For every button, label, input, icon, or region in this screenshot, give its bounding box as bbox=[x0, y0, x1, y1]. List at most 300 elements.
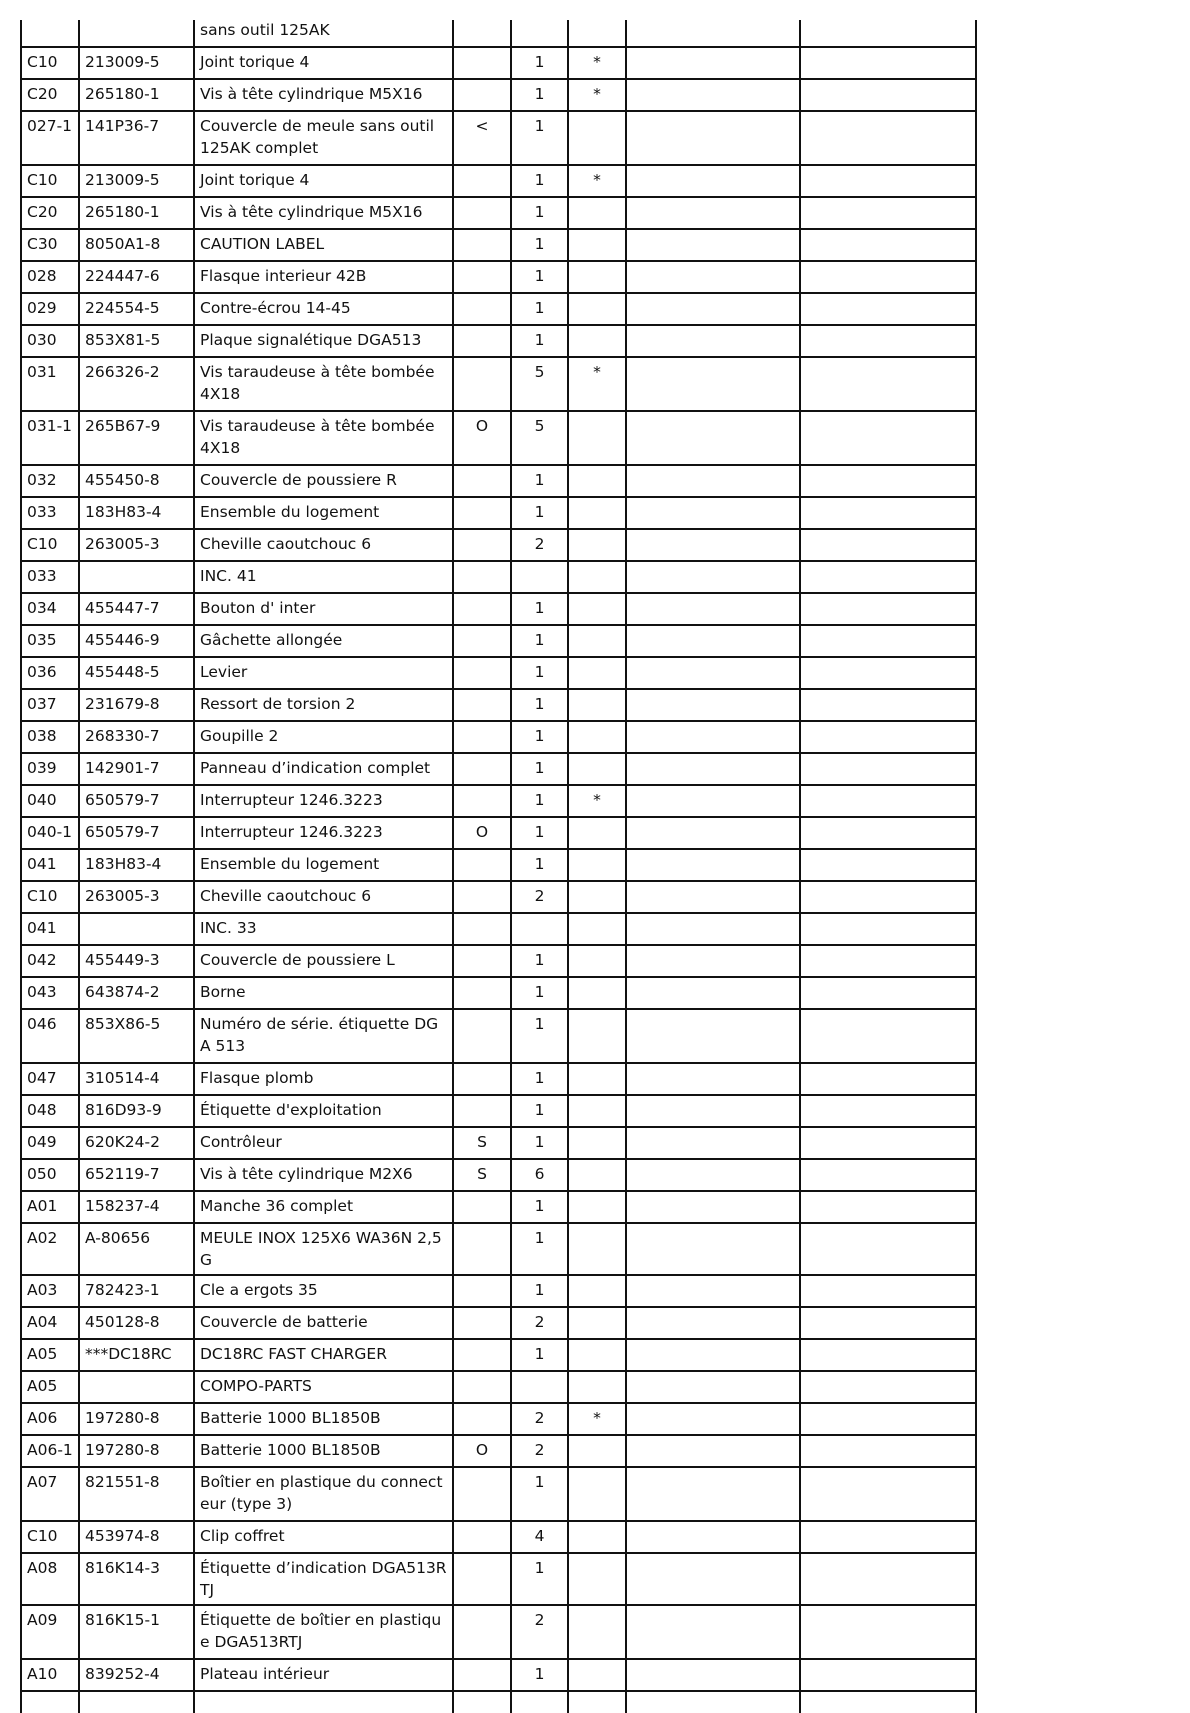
cell-quantity: 2 bbox=[511, 529, 568, 561]
cell-quantity: 1 bbox=[511, 261, 568, 293]
cell-note bbox=[453, 625, 511, 657]
cell-part-no: 455447-7 bbox=[79, 593, 194, 625]
cell-extra-1 bbox=[626, 229, 800, 261]
cell-marker bbox=[568, 1307, 626, 1339]
cell-marker: * bbox=[568, 165, 626, 197]
cell-marker bbox=[568, 1063, 626, 1095]
table-row bbox=[21, 1009, 976, 1063]
cell-item-no: 047 bbox=[21, 1063, 79, 1095]
cell-description: Joint torique 4 bbox=[194, 165, 453, 197]
cell-description: Ensemble du logement bbox=[194, 497, 453, 529]
table-row bbox=[21, 529, 976, 561]
cell-extra-1 bbox=[626, 1063, 800, 1095]
table-row bbox=[21, 1435, 976, 1467]
parts-table-body bbox=[21, 20, 976, 1713]
cell-extra-1 bbox=[626, 785, 800, 817]
cell-note bbox=[453, 1095, 511, 1127]
cell-part-no: 213009-5 bbox=[79, 165, 194, 197]
cell-extra-2 bbox=[800, 111, 976, 165]
cell-note bbox=[453, 945, 511, 977]
cell-marker bbox=[568, 657, 626, 689]
cell-description: Manche 36 complet bbox=[194, 1191, 453, 1223]
cell-quantity: 1 bbox=[511, 1467, 568, 1521]
cell-extra-2 bbox=[800, 1127, 976, 1159]
cell-empty bbox=[511, 1691, 568, 1713]
cell-note bbox=[453, 1223, 511, 1275]
cell-note bbox=[453, 79, 511, 111]
cell-extra-1 bbox=[626, 1009, 800, 1063]
cell-part-no: 183H83-4 bbox=[79, 849, 194, 881]
cell-item-no: 028 bbox=[21, 261, 79, 293]
cell-marker bbox=[568, 817, 626, 849]
cell-extra-2 bbox=[800, 1605, 976, 1659]
cell-item-no: A06 bbox=[21, 1403, 79, 1435]
cell-note bbox=[453, 1403, 511, 1435]
cell-quantity bbox=[511, 913, 568, 945]
cell-note bbox=[453, 1605, 511, 1659]
cell-description: Ressort de torsion 2 bbox=[194, 689, 453, 721]
cell-marker bbox=[568, 561, 626, 593]
cell-extra-2 bbox=[800, 20, 976, 47]
cell-note bbox=[453, 1063, 511, 1095]
cell-note bbox=[453, 357, 511, 411]
cell-description: Couvercle de meule sans outil 125AK complet bbox=[194, 111, 453, 165]
cell-empty bbox=[21, 1691, 79, 1713]
cell-marker bbox=[568, 1339, 626, 1371]
cell-quantity: 1 bbox=[511, 945, 568, 977]
table-row bbox=[21, 1095, 976, 1127]
table-row bbox=[21, 561, 976, 593]
cell-marker bbox=[568, 849, 626, 881]
cell-marker bbox=[568, 261, 626, 293]
cell-part-no: 141P36-7 bbox=[79, 111, 194, 165]
parts-list-sheet bbox=[20, 20, 977, 1713]
cell-description: Étiquette de boîtier en plastique DGA513RTJ bbox=[194, 1605, 453, 1659]
cell-extra-2 bbox=[800, 1371, 976, 1403]
cell-marker bbox=[568, 1009, 626, 1063]
cell-description: Batterie 1000 BL1850B bbox=[194, 1403, 453, 1435]
cell-quantity: 1 bbox=[511, 497, 568, 529]
cell-marker bbox=[568, 465, 626, 497]
cell-quantity: 5 bbox=[511, 357, 568, 411]
cell-marker bbox=[568, 1127, 626, 1159]
cell-extra-1 bbox=[626, 721, 800, 753]
cell-quantity bbox=[511, 20, 568, 47]
cell-marker bbox=[568, 1605, 626, 1659]
table-row bbox=[21, 1275, 976, 1307]
cell-part-no: 643874-2 bbox=[79, 977, 194, 1009]
cell-extra-2 bbox=[800, 657, 976, 689]
table-row bbox=[21, 1605, 976, 1659]
cell-marker bbox=[568, 913, 626, 945]
cell-empty bbox=[800, 1691, 976, 1713]
table-row bbox=[21, 165, 976, 197]
cell-extra-2 bbox=[800, 229, 976, 261]
cell-part-no: 821551-8 bbox=[79, 1467, 194, 1521]
cell-description: Vis à tête cylindrique M5X16 bbox=[194, 79, 453, 111]
cell-description: Bouton d' inter bbox=[194, 593, 453, 625]
table-row bbox=[21, 325, 976, 357]
table-row bbox=[21, 1223, 976, 1275]
cell-marker bbox=[568, 593, 626, 625]
cell-note bbox=[453, 229, 511, 261]
cell-item-no: A10 bbox=[21, 1659, 79, 1691]
cell-note bbox=[453, 1467, 511, 1521]
table-row bbox=[21, 657, 976, 689]
cell-quantity bbox=[511, 561, 568, 593]
cell-note bbox=[453, 261, 511, 293]
cell-marker bbox=[568, 197, 626, 229]
cell-item-no: 038 bbox=[21, 721, 79, 753]
cell-item-no: 041 bbox=[21, 849, 79, 881]
cell-item-no: 040 bbox=[21, 785, 79, 817]
cell-quantity: 1 bbox=[511, 785, 568, 817]
cell-part-no: 8050A1-8 bbox=[79, 229, 194, 261]
cell-extra-1 bbox=[626, 945, 800, 977]
cell-part-no: 158237-4 bbox=[79, 1191, 194, 1223]
cell-item-no: 031-1 bbox=[21, 411, 79, 465]
cell-part-no: 620K24-2 bbox=[79, 1127, 194, 1159]
cell-description: Couvercle de poussiere L bbox=[194, 945, 453, 977]
cell-extra-1 bbox=[626, 1127, 800, 1159]
cell-extra-1 bbox=[626, 497, 800, 529]
cell-extra-1 bbox=[626, 357, 800, 411]
cell-note bbox=[453, 465, 511, 497]
cell-quantity: 1 bbox=[511, 625, 568, 657]
cell-part-no bbox=[79, 1371, 194, 1403]
cell-quantity: 1 bbox=[511, 657, 568, 689]
cell-extra-1 bbox=[626, 977, 800, 1009]
cell-description: Cle a ergots 35 bbox=[194, 1275, 453, 1307]
cell-description: Interrupteur 1246.3223 bbox=[194, 817, 453, 849]
cell-extra-2 bbox=[800, 977, 976, 1009]
table-row bbox=[21, 1339, 976, 1371]
cell-extra-2 bbox=[800, 1659, 976, 1691]
cell-marker bbox=[568, 20, 626, 47]
cell-item-no: 027-1 bbox=[21, 111, 79, 165]
cell-part-no: 455446-9 bbox=[79, 625, 194, 657]
cell-item-no: 043 bbox=[21, 977, 79, 1009]
cell-note bbox=[453, 293, 511, 325]
cell-extra-1 bbox=[626, 1435, 800, 1467]
cell-description: COMPO-PARTS bbox=[194, 1371, 453, 1403]
cell-item-no: A05 bbox=[21, 1371, 79, 1403]
table-row bbox=[21, 1659, 976, 1691]
cell-description: Vis taraudeuse à tête bombée 4X18 bbox=[194, 411, 453, 465]
cell-quantity: 1 bbox=[511, 593, 568, 625]
cell-item-no: 030 bbox=[21, 325, 79, 357]
cell-description: MEULE INOX 125X6 WA36N 2,5G bbox=[194, 1223, 453, 1275]
table-row bbox=[21, 1521, 976, 1553]
cell-extra-2 bbox=[800, 1435, 976, 1467]
cell-note bbox=[453, 721, 511, 753]
cell-empty bbox=[568, 1691, 626, 1713]
cell-item-no: C10 bbox=[21, 1521, 79, 1553]
cell-marker: * bbox=[568, 785, 626, 817]
cell-part-no: 455449-3 bbox=[79, 945, 194, 977]
cell-quantity: 4 bbox=[511, 1521, 568, 1553]
cell-description: Numéro de série. étiquette DGA 513 bbox=[194, 1009, 453, 1063]
cell-note: S bbox=[453, 1159, 511, 1191]
cell-part-no: 263005-3 bbox=[79, 881, 194, 913]
cell-note bbox=[453, 1553, 511, 1605]
cell-quantity: 2 bbox=[511, 881, 568, 913]
cell-item-no: 033 bbox=[21, 561, 79, 593]
table-row bbox=[21, 977, 976, 1009]
cell-item-no: 034 bbox=[21, 593, 79, 625]
cell-description: DC18RC FAST CHARGER bbox=[194, 1339, 453, 1371]
cell-description: Plaque signalétique DGA513 bbox=[194, 325, 453, 357]
cell-extra-2 bbox=[800, 357, 976, 411]
cell-extra-1 bbox=[626, 411, 800, 465]
cell-extra-2 bbox=[800, 165, 976, 197]
cell-marker bbox=[568, 721, 626, 753]
cell-note bbox=[453, 1659, 511, 1691]
cell-description: Cheville caoutchouc 6 bbox=[194, 881, 453, 913]
cell-part-no: 231679-8 bbox=[79, 689, 194, 721]
table-row bbox=[21, 229, 976, 261]
cell-extra-1 bbox=[626, 293, 800, 325]
cell-description: CAUTION LABEL bbox=[194, 229, 453, 261]
cell-empty bbox=[626, 1691, 800, 1713]
cell-extra-2 bbox=[800, 325, 976, 357]
cell-description: Borne bbox=[194, 977, 453, 1009]
cell-part-no: 650579-7 bbox=[79, 817, 194, 849]
cell-extra-2 bbox=[800, 411, 976, 465]
cell-part-no: 266326-2 bbox=[79, 357, 194, 411]
cell-item-no: C20 bbox=[21, 197, 79, 229]
cell-note bbox=[453, 1009, 511, 1063]
cell-description: Interrupteur 1246.3223 bbox=[194, 785, 453, 817]
cell-description: Vis taraudeuse à tête bombée 4X18 bbox=[194, 357, 453, 411]
cell-extra-2 bbox=[800, 1095, 976, 1127]
cell-item-no: 035 bbox=[21, 625, 79, 657]
table-row bbox=[21, 411, 976, 465]
cell-quantity: 1 bbox=[511, 721, 568, 753]
cell-note bbox=[453, 785, 511, 817]
cell-description: Contrôleur bbox=[194, 1127, 453, 1159]
cell-note bbox=[453, 849, 511, 881]
cell-quantity: 1 bbox=[511, 325, 568, 357]
table-row bbox=[21, 1403, 976, 1435]
cell-part-no: 455450-8 bbox=[79, 465, 194, 497]
cell-part-no: 213009-5 bbox=[79, 47, 194, 79]
cell-extra-1 bbox=[626, 625, 800, 657]
cell-part-no: 265180-1 bbox=[79, 197, 194, 229]
table-row bbox=[21, 1371, 976, 1403]
cell-quantity: 6 bbox=[511, 1159, 568, 1191]
cell-extra-1 bbox=[626, 849, 800, 881]
cell-quantity: 2 bbox=[511, 1403, 568, 1435]
cell-marker bbox=[568, 325, 626, 357]
cell-description: Clip coffret bbox=[194, 1521, 453, 1553]
cell-quantity: 2 bbox=[511, 1307, 568, 1339]
table-row bbox=[21, 465, 976, 497]
cell-marker bbox=[568, 411, 626, 465]
cell-item-no: 049 bbox=[21, 1127, 79, 1159]
cell-quantity: 1 bbox=[511, 753, 568, 785]
cell-item-no: C10 bbox=[21, 47, 79, 79]
cell-item-no: 048 bbox=[21, 1095, 79, 1127]
cell-item-no: C20 bbox=[21, 79, 79, 111]
cell-item-no: 042 bbox=[21, 945, 79, 977]
cell-marker bbox=[568, 1467, 626, 1521]
cell-extra-1 bbox=[626, 1159, 800, 1191]
cell-extra-1 bbox=[626, 1553, 800, 1605]
cell-description: Couvercle de poussiere R bbox=[194, 465, 453, 497]
cell-marker: * bbox=[568, 47, 626, 79]
cell-item-no: 033 bbox=[21, 497, 79, 529]
cell-extra-1 bbox=[626, 1275, 800, 1307]
cell-marker bbox=[568, 1371, 626, 1403]
cell-item-no: 041 bbox=[21, 913, 79, 945]
cell-note bbox=[453, 1339, 511, 1371]
cell-note bbox=[453, 913, 511, 945]
cell-extra-2 bbox=[800, 1223, 976, 1275]
cell-quantity: 1 bbox=[511, 689, 568, 721]
cell-empty bbox=[453, 1691, 511, 1713]
table-row bbox=[21, 593, 976, 625]
cell-extra-1 bbox=[626, 1605, 800, 1659]
cell-part-no: 263005-3 bbox=[79, 529, 194, 561]
cell-item-no: A04 bbox=[21, 1307, 79, 1339]
cell-marker bbox=[568, 293, 626, 325]
cell-note bbox=[453, 497, 511, 529]
cell-extra-1 bbox=[626, 325, 800, 357]
cell-extra-1 bbox=[626, 261, 800, 293]
cell-quantity: 2 bbox=[511, 1435, 568, 1467]
cell-part-no: 816K15-1 bbox=[79, 1605, 194, 1659]
cell-part-no: 183H83-4 bbox=[79, 497, 194, 529]
cell-description: Boîtier en plastique du connecteur (type 3) bbox=[194, 1467, 453, 1521]
cell-marker: * bbox=[568, 79, 626, 111]
cell-description: Cheville caoutchouc 6 bbox=[194, 529, 453, 561]
cell-quantity: 1 bbox=[511, 817, 568, 849]
cell-extra-2 bbox=[800, 197, 976, 229]
cell-extra-2 bbox=[800, 261, 976, 293]
cell-quantity: 5 bbox=[511, 411, 568, 465]
table-row bbox=[21, 1467, 976, 1521]
table-row bbox=[21, 913, 976, 945]
cell-quantity: 1 bbox=[511, 1127, 568, 1159]
cell-item-no: A08 bbox=[21, 1553, 79, 1605]
cell-marker bbox=[568, 1095, 626, 1127]
cell-description: Batterie 1000 BL1850B bbox=[194, 1435, 453, 1467]
cell-description: Panneau d’indication complet bbox=[194, 753, 453, 785]
cell-part-no bbox=[79, 20, 194, 47]
cell-item-no: 032 bbox=[21, 465, 79, 497]
cell-extra-1 bbox=[626, 79, 800, 111]
cell-marker bbox=[568, 111, 626, 165]
cell-marker bbox=[568, 529, 626, 561]
cell-note bbox=[453, 529, 511, 561]
cell-marker: * bbox=[568, 1403, 626, 1435]
cell-quantity: 1 bbox=[511, 165, 568, 197]
cell-description: Flasque interieur 42B bbox=[194, 261, 453, 293]
cell-part-no: 853X86-5 bbox=[79, 1009, 194, 1063]
cell-item-no: A06-1 bbox=[21, 1435, 79, 1467]
cell-extra-2 bbox=[800, 1339, 976, 1371]
cell-marker bbox=[568, 229, 626, 261]
cell-note: < bbox=[453, 111, 511, 165]
cell-item-no: 050 bbox=[21, 1159, 79, 1191]
cell-extra-1 bbox=[626, 1095, 800, 1127]
cell-part-no bbox=[79, 561, 194, 593]
cell-description: INC. 33 bbox=[194, 913, 453, 945]
cell-item-no: C30 bbox=[21, 229, 79, 261]
table-row bbox=[21, 721, 976, 753]
cell-extra-1 bbox=[626, 753, 800, 785]
cell-extra-2 bbox=[800, 79, 976, 111]
cell-extra-1 bbox=[626, 657, 800, 689]
cell-part-no: 853X81-5 bbox=[79, 325, 194, 357]
cell-quantity: 2 bbox=[511, 1605, 568, 1659]
cell-part-no: 782423-1 bbox=[79, 1275, 194, 1307]
table-row bbox=[21, 357, 976, 411]
cell-extra-2 bbox=[800, 593, 976, 625]
cell-quantity: 1 bbox=[511, 229, 568, 261]
cell-description: Étiquette d'exploitation bbox=[194, 1095, 453, 1127]
cell-extra-2 bbox=[800, 1063, 976, 1095]
table-row bbox=[21, 689, 976, 721]
cell-marker bbox=[568, 497, 626, 529]
cell-empty bbox=[79, 1691, 194, 1713]
cell-extra-1 bbox=[626, 465, 800, 497]
cell-note bbox=[453, 593, 511, 625]
cell-part-no: 450128-8 bbox=[79, 1307, 194, 1339]
cell-note bbox=[453, 689, 511, 721]
cell-extra-1 bbox=[626, 689, 800, 721]
cell-marker bbox=[568, 1275, 626, 1307]
cell-note bbox=[453, 561, 511, 593]
cell-note bbox=[453, 1191, 511, 1223]
cell-description: INC. 41 bbox=[194, 561, 453, 593]
cell-extra-2 bbox=[800, 1191, 976, 1223]
cell-item-no: A09 bbox=[21, 1605, 79, 1659]
cell-note bbox=[453, 1275, 511, 1307]
cell-marker bbox=[568, 1659, 626, 1691]
cell-marker bbox=[568, 945, 626, 977]
cell-quantity: 1 bbox=[511, 465, 568, 497]
cell-quantity: 1 bbox=[511, 1223, 568, 1275]
cell-part-no: 310514-4 bbox=[79, 1063, 194, 1095]
cell-marker bbox=[568, 753, 626, 785]
cell-quantity bbox=[511, 1371, 568, 1403]
cell-note bbox=[453, 165, 511, 197]
cell-extra-2 bbox=[800, 1553, 976, 1605]
table-row bbox=[21, 1553, 976, 1605]
table-row bbox=[21, 197, 976, 229]
cell-part-no bbox=[79, 913, 194, 945]
table-row bbox=[21, 261, 976, 293]
table-row bbox=[21, 881, 976, 913]
cell-item-no: A05 bbox=[21, 1339, 79, 1371]
cell-extra-1 bbox=[626, 111, 800, 165]
cell-marker bbox=[568, 1521, 626, 1553]
cell-item-no: C10 bbox=[21, 165, 79, 197]
cell-item-no: 036 bbox=[21, 657, 79, 689]
cell-item-no: C10 bbox=[21, 529, 79, 561]
cell-extra-2 bbox=[800, 1275, 976, 1307]
cell-extra-1 bbox=[626, 817, 800, 849]
table-row bbox=[21, 625, 976, 657]
table-row bbox=[21, 1307, 976, 1339]
cell-quantity: 1 bbox=[511, 1009, 568, 1063]
cell-item-no: 029 bbox=[21, 293, 79, 325]
cell-part-no: 816D93-9 bbox=[79, 1095, 194, 1127]
cell-description: sans outil 125AK bbox=[194, 20, 453, 47]
cell-quantity: 1 bbox=[511, 111, 568, 165]
